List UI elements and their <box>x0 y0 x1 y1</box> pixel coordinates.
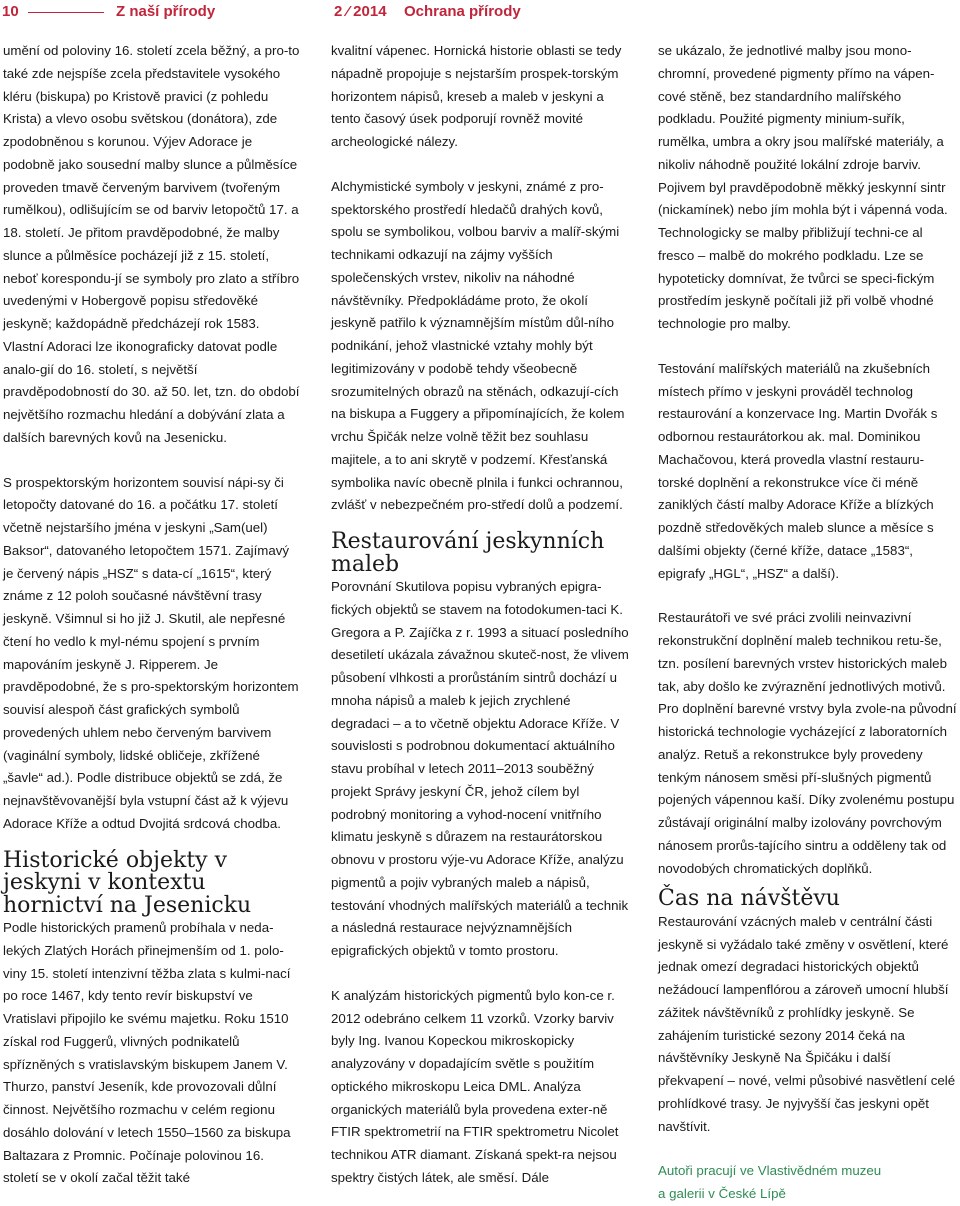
paragraph: Podle historických pramenů probíhala v neda-lekých Zlatých Horách přinejmenším od 1. polo-viny 15. století intenzivní těžba zlata s kulmi-nací po roce 1467, kdy tento revír biskupství ve Vratislavi připojilo ke svému majetku. Roku 1510 získal rod Fuggerů, vlivných podnikatelů spřízněných s vratislavským biskupem Janem V. Thurzo, panství Jeseník, kde provozovali důlní činnost. Největšího rozmachu v celém regionu dosáhlo dolování v letech 1550–1560 za biskupa Baltazara z Promnic. Počínaje polovinou 16. století se v okolí začal těžit také <box>3 920 291 1186</box>
section-heading: Historické objekty v jeskyni v kontextu hornictví na Jesenicku <box>3 847 252 918</box>
paragraph: umění od poloviny 16. století zcela běžný, a pro-to také zde nejspíše zcela představitele vysokého kléru (biskupa) po Kristově pravici (z pohledu Krista) a vlevo osobu světskou (donátora), zde zpodobněnou s korunou. Výjev Adorace je podobně jako sousední malby slunce a půlměsíce proveden tmavě červeným barvivem (tvořeným rumělkou), odlišujícím se od barviv letopočtů 17. a 18. století. Je přitom pravděpodobné, že malby slunce a půlměsíce pocházejí již z 15. století, neboť korespondu-jí se symboly pro zlato a stříbro uvedenými v Hobergově popisu středověké jeskyně; každopádně předcházejí rok 1583. Vlastní Adoraci lze ikonograficky datovat podle analo-gií do 16. století, s největší pravděpodobností do 30. až 50. let, tzn. do období největšího rozmachu hledání a dobývání zlata a dalších barevných kovů na Jesenicku. <box>3 43 300 445</box>
column-1 <box>3 40 303 1190</box>
credit-line: Autoři pracují ve Vlastivědném muzeu <box>658 1163 882 1179</box>
paragraph: Porovnání Skutilova popisu vybraných epigra-fických objektů se stavem na fotodokumen-taci K. Gregora a P. Zajíčka z r. 1993 a situací posledního desetiletí ukázala závažnou skuteč-nost, že vlivem působení vlhkosti a prorůstáním sintrů dochází u mnoha nápisů a maleb k jejich zrychlené degradaci – a to včetně objektu Adorace Kříže. V souvislosti s podrobnou dokumentací aktuálního stavu probíhal v letech 2011–2013 souběžný projekt Správy jeskyní ČR, jehož cílem byl podrobný monitoring a vyhod-nocení vnitřního klimatu jeskyně s důrazem na restaurátorskou obnovu v prostoru výje-vu Adorace Kříže, analýzu pigmentů a pojiv vybraných maleb a nápisů, testování vhodných malířských materiálů a technik a následná restaurace nejvýznamnějších epigrafických objektů v tomto prostoru. <box>331 579 629 958</box>
section-heading: Restaurování jeskynních maleb <box>331 529 605 577</box>
issue-number: 2 ⁄ 2014 <box>334 3 387 20</box>
paragraph: Alchymistické symboly v jeskyni, známé z pro-spektorského prostředí hledačů drahých kovů, spolu se symbolikou, volbou barviv a malíř-skými technikami odkazují na zájmy vyšších společenských vrstev, nikoliv na náhodné návštěvníky. Předpokládáme proto, že okolí jeskyně patřilo k významnějším místům důl-ního podnikání, jehož vlastnické vztahy mohly být legitimizovány v podobě tehdy všeobecně srozumitelných obrazů na stěnách, odkazují-cích na biskupa a Fuggery a připomínajících, že kolem vrchu Špičák nelze volně těžit bez souhlasu majitele, a to ani skrytě v podzemí. Křesťanská symbolika navíc obecně plnila i funkci ochrannou, zvlášť v nebezpečném pro-středí dolů a podzemí. <box>331 178 625 513</box>
column-3 <box>658 40 958 1206</box>
section-heading: Čas na návštěvu <box>658 886 840 912</box>
paragraph: Restaurování vzácných maleb v centrální části jeskyně si vyžádalo také změny v osvětlení, které jednak omezí degradaci historických objektů nežádoucí lampenflórou a zároveň umocní hlubší zážitek návštěvníků z prohlídky jeskyně. Se zahájením turistické sezony 2014 čeká na návštěvníky Jeskyně Na Špičáku i další překvapení – nové, velmi působivé nasvětlení celé prohlídkové trasy. Je nyjvyšší čas jeskyni opět navštívit. <box>658 913 956 1134</box>
column-2 <box>331 40 631 1190</box>
page-number: 10 <box>2 3 19 20</box>
credit-line: a galerii v České Lípě <box>658 1186 786 1201</box>
paragraph: Restaurátoři ve své práci zvolili neinvazivní rekonstrukční doplnění maleb technikou retu-še, tzn. posílení barevných vrstev historických maleb tak, aby došlo ke zvýraznění jednotlivých motivů. Pro doplnění barevné vrstvy byla zvole-na původní historická technologie vycházející z laboratorních analýz. Retuš a rekonstrukce byly provedeny tenkým nánosem směsi pří-slušných pigmentů pojených vápennou kaší. Díky zvolenému postupu zůstávají originální malby izolovány povrchovým nánosem prorůs-tajícího sintru a odděleny tak od novodobých chromatických doplňků. <box>658 610 957 876</box>
section-title: Z naší přírody <box>116 3 216 20</box>
author-credits <box>658 1160 958 1206</box>
header-rule <box>28 12 104 13</box>
paragraph: kvalitní vápenec. Hornická historie oblasti se tedy nápadně propojuje s nejstarším prospek-torským horizontem nápisů, kreseb a maleb v jeskyni a tento časový úsek podporují rovněž movité archeologické nálezy. <box>331 43 622 149</box>
publication-title: Ochrana přírody <box>404 3 521 20</box>
paragraph: Testování malířských materiálů na zkušebních místech přímo v jeskyni prováděl technolog restaurování a konzervace Ing. Martin Dvořák s odbornou restaurátorkou ak. mal. Dominikou Machačovou, která provedla vlastní restauru-torské doplnění a rekonstrukce více či méně zaniklých částí malby Adorace Kříže a blízkých pozdně středověkých maleb slunce a měsíce s dalšími objekty (černé kříže, datace „1583“, epigrafy „HGL“, „HSZ“ a další). <box>658 360 938 581</box>
paragraph: S prospektorským horizontem souvisí nápi-sy či letopočty datované do 16. a počátku 17. století včetně nejstaršího jména v jeskyni „Sam(uel) Baksor“, datovaného letopočtem 1571. Zajímavý je červený nápis „HSZ“ s data-cí „1615“, který známe z 12 poloh současné návštěvní trasy jeskyně. Všimnul si ho již J. Skutil, ale nepřesné čtení ho vedlo k myl-nému spojení s prvním mapováním jeskyně J. Ripperem. Je pravděpodobné, že s pro-spektorským horizontem souvisí alespoň část grafických symbolů provedených uhlem nebo červeným barvivem (vaginální symboly, lidské obličeje, zkřížené „šavle“ ad.). Podle distribuce objektů se zdá, že nejnavštěvovanější byla vstupní část až k výjevu Adorace Kříže a odtud Dvojitá srdcová chodba. <box>3 474 299 831</box>
paragraph: se ukázalo, že jednotlivé malby jsou mono-chromní, provedené pigmenty přímo na vápen-cové stěně, bez standardního malířského podkladu. Použité pigmenty minium-suřík, rumělka, umbra a okry jsou malířské materiály, a nikoliv náhodně použité lokální zdroje barviv. Pojivem byl pravděpodobně měkký jeskynní sintr (nickamínek) nebo jím mohla být i vápenná voda. Technologicky se malby přibližují techni-ce al fresco – malbě do mokrého podkladu. Lze se hypoteticky domnívat, že tvůrci se speci-fickým prostředím jeskyně počítali již při volbě vhodné technologie pro malby. <box>658 43 948 331</box>
page-header <box>0 0 960 28</box>
paragraph: K analýzám historických pigmentů bylo kon-ce r. 2012 odebráno celkem 11 vzorků. Vzorky barviv byly Ing. Ivanou Kopeckou mikroskopicky analyzovány v dopadajícím světle s použitím optického mikroskopu Leica DML. Analýza organických materiálů byla provedena exter-ně FTIR spektrometrií na FTIR spektrometru Nicolet technikou ATR diamant. Získaná spekt-ra nejsou spektry čistých látek, ale směsí. Dále <box>331 987 619 1185</box>
